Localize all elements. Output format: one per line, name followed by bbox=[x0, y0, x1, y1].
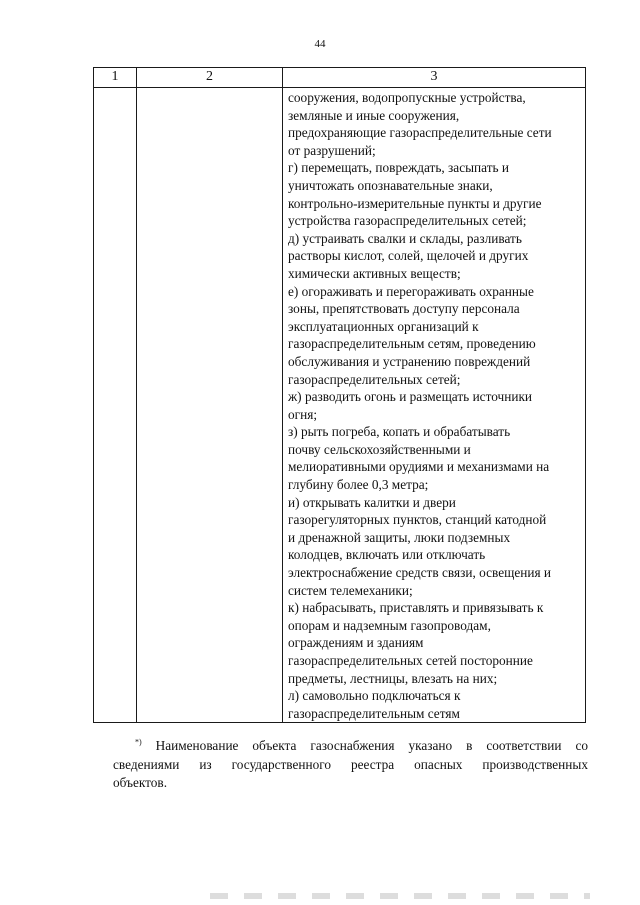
footnote bbox=[113, 737, 588, 793]
text-line: обслуживания и устранению повреждений bbox=[288, 353, 531, 369]
text-line: газораспределительных сетей посторонние bbox=[288, 653, 533, 668]
restrictions-text bbox=[283, 88, 585, 722]
faint-scan-artifact bbox=[210, 893, 590, 899]
table-cell-col2 bbox=[137, 88, 283, 723]
column-header-1: 1 bbox=[94, 68, 137, 88]
text-line: ограждениям и зданиям bbox=[288, 635, 424, 651]
footnote-marker: *) bbox=[135, 737, 142, 747]
page-number: 44 bbox=[314, 38, 326, 50]
text-line: газораспределительным сетям, проведению bbox=[288, 336, 536, 352]
column-header-2: 2 bbox=[137, 68, 283, 88]
text-line: устройства газораспределительных сетей; bbox=[288, 213, 527, 229]
text-line: сооружения, водопропускные устройства, bbox=[288, 90, 526, 105]
text-line: газораспределительных сетей; bbox=[288, 371, 461, 387]
table-header-row bbox=[94, 68, 586, 88]
text-line: систем телемеханики; bbox=[288, 582, 413, 598]
table-cell-col1 bbox=[94, 88, 137, 723]
table-cell-col3 bbox=[283, 88, 586, 723]
text-line: зоны, препятствовать доступу персонала bbox=[288, 301, 520, 317]
footnote-line: сведениями из государственного реестра опасных производственных bbox=[113, 756, 588, 772]
text-line: и дренажной защиты, люки подземных bbox=[288, 529, 511, 545]
text-line: предметы, лестницы, влезать на них; bbox=[288, 670, 498, 686]
text-line: контрольно-измерительные пункты и другие bbox=[288, 195, 542, 211]
text-line: от разрушений; bbox=[288, 142, 376, 158]
text-line: и) открывать калитки и двери bbox=[288, 494, 456, 510]
text-line: эксплуатационных организаций к bbox=[288, 318, 479, 334]
text-line: глубину более 0,3 метра; bbox=[288, 477, 429, 493]
text-line: мелиоративными орудиями и механизмами на bbox=[288, 459, 550, 475]
footnote-line bbox=[113, 737, 588, 756]
text-line: опорам и надземным газопроводам, bbox=[288, 617, 491, 633]
text-line: газорегуляторных пунктов, станций катодной bbox=[288, 512, 547, 528]
text-line: г) перемещать, повреждать, засыпать и bbox=[288, 160, 510, 176]
text-line: электроснабжение средств связи, освещения и bbox=[288, 565, 552, 581]
document-table bbox=[93, 67, 586, 723]
text-line: ж) разводить огонь и размещать источники bbox=[288, 389, 533, 405]
text-line: колодцев, включать или отключать bbox=[288, 547, 486, 563]
text-line: растворы кислот, солей, щелочей и других bbox=[288, 248, 529, 264]
text-line: газораспределительным сетям bbox=[288, 705, 460, 721]
text-line: е) огораживать и перегораживать охранные bbox=[288, 283, 534, 299]
text-line: химически активных веществ; bbox=[288, 265, 461, 281]
text-line: земляные и иные сооружения, bbox=[288, 107, 460, 123]
column-header-3: 3 bbox=[283, 68, 586, 88]
text-line: предохраняющие газораспределительные сети bbox=[288, 125, 552, 141]
table-row bbox=[94, 88, 586, 723]
text-line: уничтожать опознавательные знаки, bbox=[288, 177, 493, 193]
text-line: л) самовольно подключаться к bbox=[288, 688, 461, 704]
text-line: к) набрасывать, приставлять и привязывать к bbox=[288, 600, 544, 616]
text-line: почву сельскохозяйственными и bbox=[288, 441, 471, 457]
text-line: з) рыть погреба, копать и обрабатывать bbox=[288, 424, 511, 440]
text-line: д) устраивать свалки и склады, разливать bbox=[288, 230, 522, 246]
text-line: огня; bbox=[288, 406, 318, 422]
footnote-line-text: Наименование объекта газоснабжения указано в соответствии со bbox=[155, 738, 588, 753]
footnote-line: объектов. bbox=[113, 775, 168, 790]
